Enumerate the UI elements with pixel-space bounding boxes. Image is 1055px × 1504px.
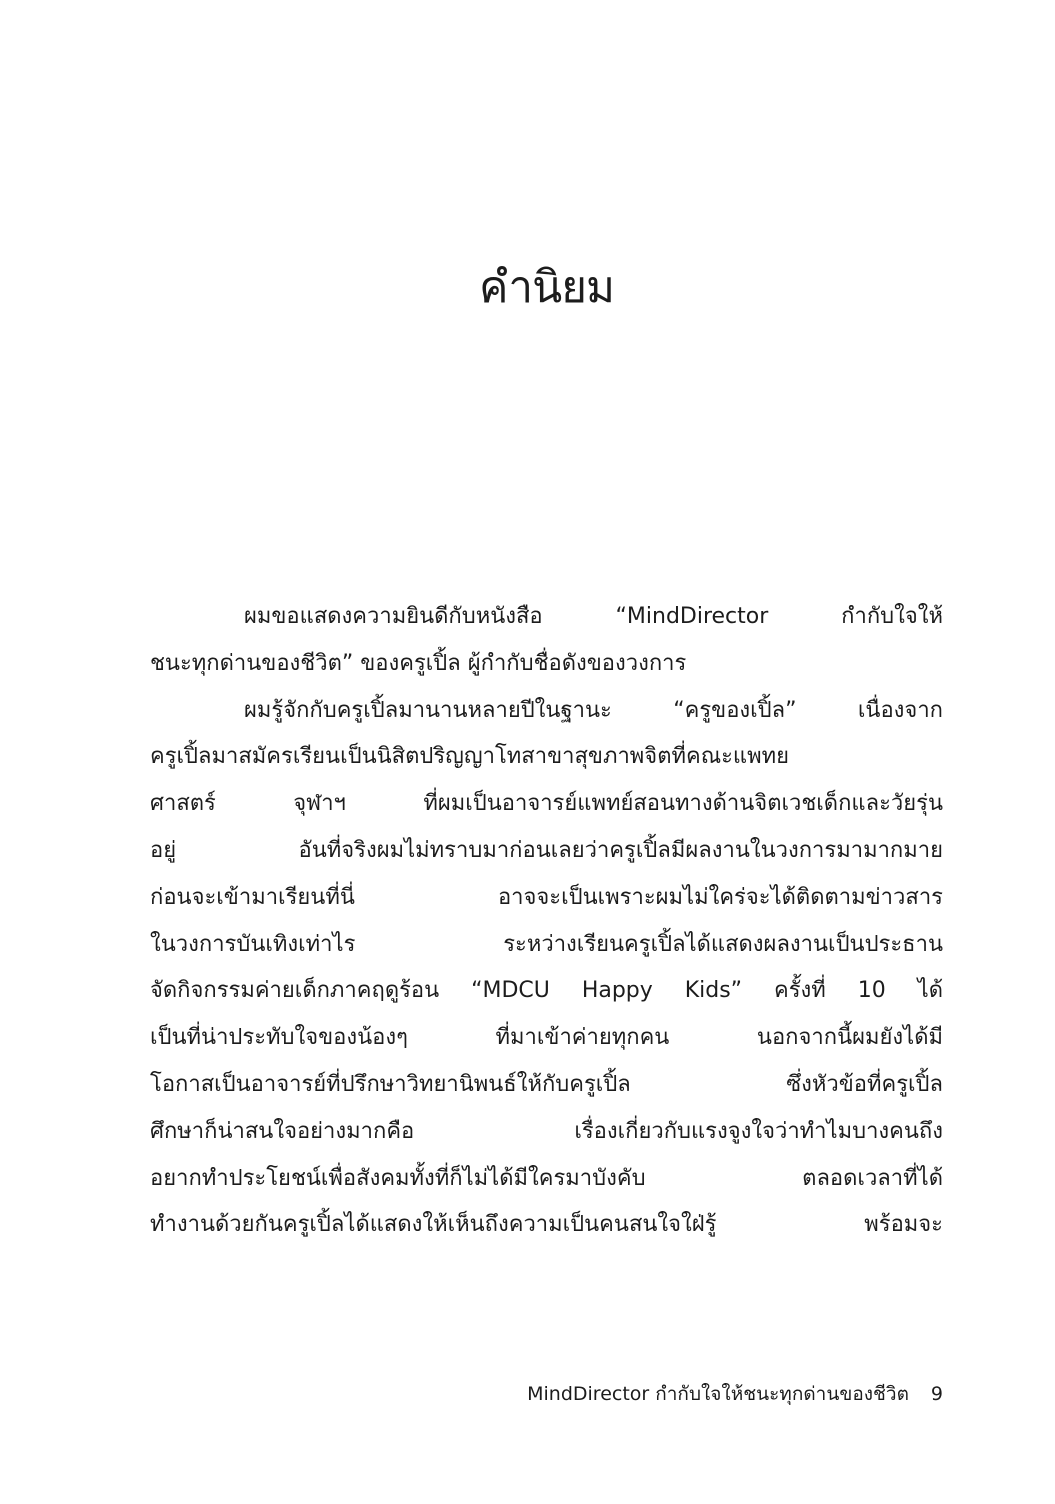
page-footer	[400, 1374, 943, 1414]
text-line: โอกาสเป็นอาจารย์ที่ปรึกษาวิทยานิพนธ์ให้กับครูเปิ้ล ซึ่งหัวข้อที่ครูเปิ้ล	[150, 1071, 943, 1097]
text-line: อยากทำประโยชน์เพื่อสังคมทั้งที่ก็ไม่ได้มีใครมาบังคับ ตลอดเวลาที่ได้	[150, 1165, 943, 1191]
text-line: ในวงการบันเทิงเท่าไร ระหว่างเรียนครูเปิ้ลได้แสดงผลงานเป็นประธาน	[150, 931, 943, 957]
text-line: จัดกิจกรรมค่ายเด็กภาคฤดูร้อน “MDCU Happy Kids” ครั้งที่ 10 ได้	[150, 978, 943, 1004]
text-line: ทำงานด้วยกันครูเปิ้ลได้แสดงให้เห็นถึงความเป็นคนสนใจใฝ่รู้ พร้อมจะ	[150, 1212, 943, 1238]
running-title: MindDirector กำกับใจให้ชนะทุกด่านของชีวิต	[527, 1383, 909, 1405]
page-number: 9	[930, 1383, 943, 1405]
paragraph-1	[150, 594, 943, 688]
text-line: ศึกษาก็น่าสนใจอย่างมากคือ เรื่องเกี่ยวกับแรงจูงใจว่าทำไมบางคนถึง	[150, 1118, 943, 1144]
foreword-body	[150, 594, 943, 1249]
page-title: คำนิยม	[478, 262, 614, 313]
text-line: ศาสตร์ จุฬาฯ ที่ผมเป็นอาจารย์แพทย์สอนทางด้านจิตเวชเด็กและวัยรุ่น	[150, 791, 943, 817]
text-line: ผมขอแสดงความยินดีกับหนังสือ “MindDirector กำกับใจให้	[244, 604, 943, 629]
text-line: ก่อนจะเข้ามาเรียนที่นี่ อาจจะเป็นเพราะผมไม่ใคร่จะได้ติดตามข่าวสาร	[150, 884, 943, 910]
text-line: ชนะทุกด่านของชีวิต” ของครูเปิ้ล ผู้กำกับชื่อดังของวงการ	[150, 650, 687, 676]
text-line: ผมรู้จักกับครูเปิ้ลมานานหลายปีในฐานะ “ครูของเปิ้ล” เนื่องจาก	[244, 697, 943, 723]
text-line: ครูเปิ้ลมาสมัครเรียนเป็นนิสิตปริญญาโทสาขาสุขภาพจิตที่คณะแพทย	[150, 744, 789, 770]
paragraph-2	[150, 688, 943, 1250]
text-line: อยู่ อันที่จริงผมไม่ทราบมาก่อนเลยว่าครูเปิ้ลมีผลงานในวงการมามากมาย	[150, 837, 943, 863]
text-line: เป็นที่น่าประทับใจของน้องๆ ที่มาเข้าค่ายทุกคน นอกจากนี้ผมยังได้มี	[150, 1025, 943, 1051]
